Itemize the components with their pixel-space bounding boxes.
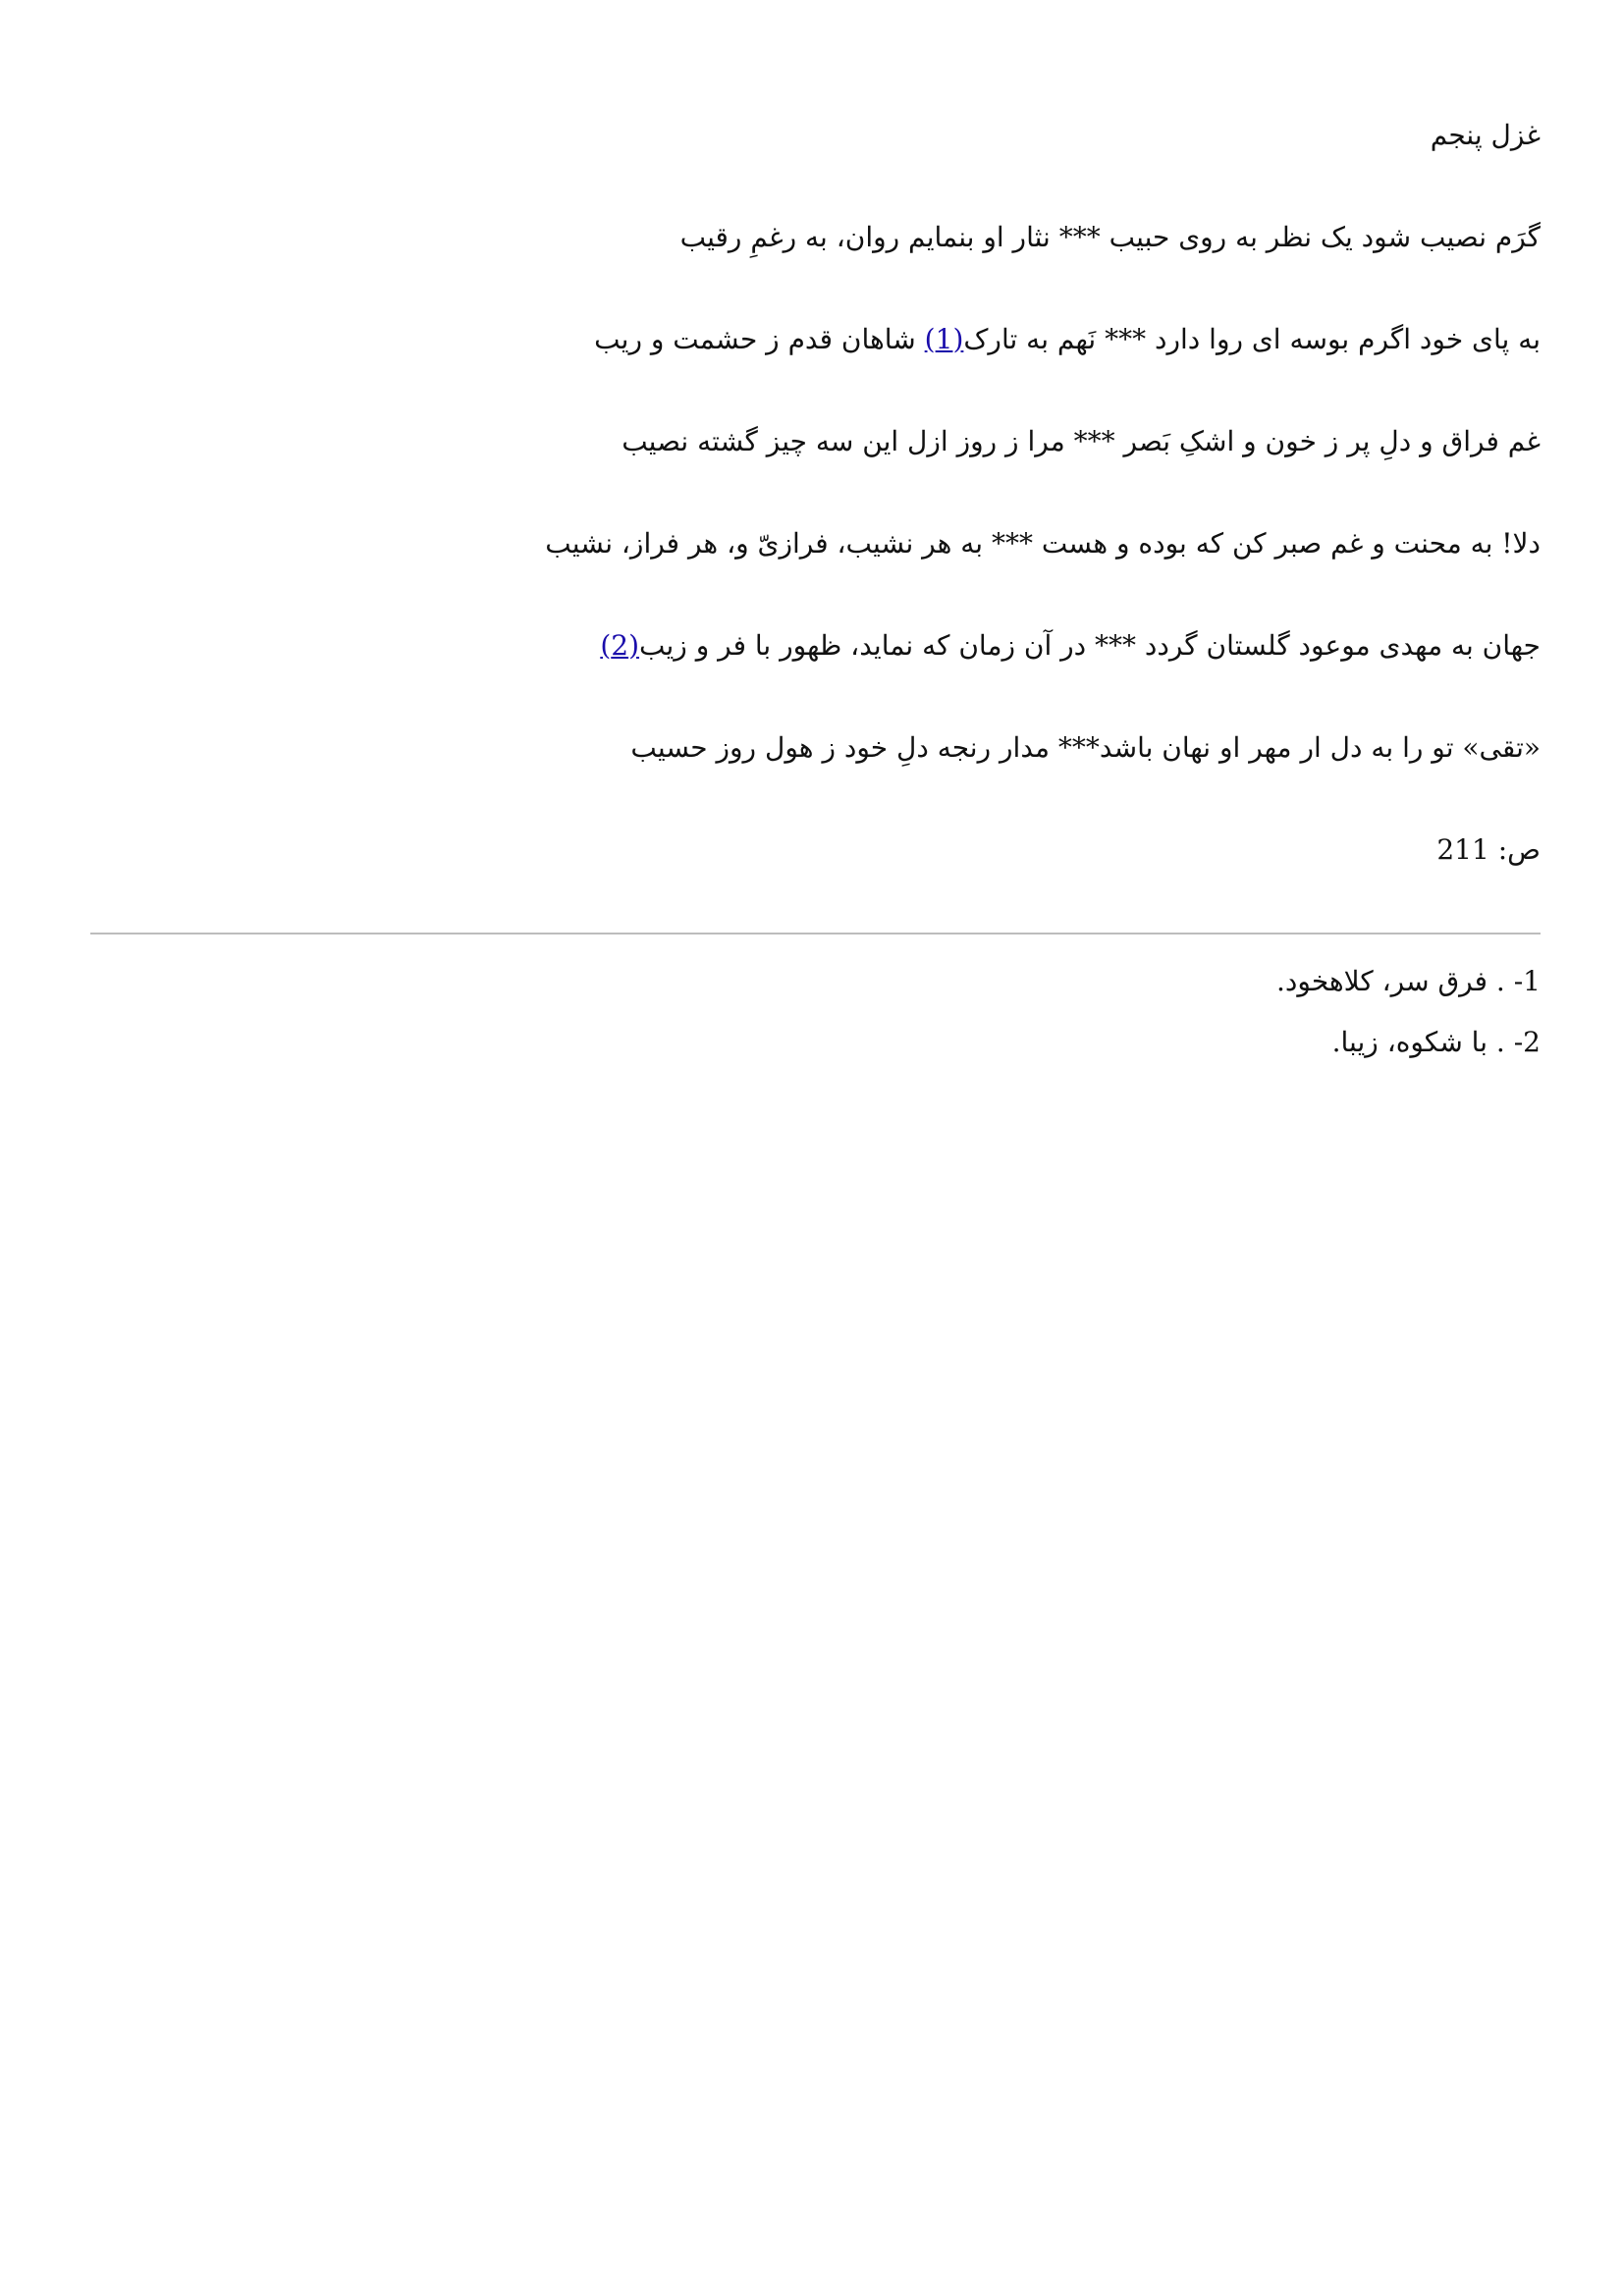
- verse-3: [90, 422, 1541, 461]
- verse-6: [90, 728, 1541, 768]
- verse-5: [90, 626, 1541, 666]
- verse-text: غم فراق و دلِ پر ز خون و اشکِ بَصر *** مرا ز روز ازل این سه چیز گشته نصیب: [622, 425, 1541, 457]
- poem-body: [90, 116, 1541, 933]
- verse-1: [90, 218, 1541, 257]
- verse-text: «تقی» تو را به دل ار مهر او نهان باشد*** مدار رنجه دلِ خود ز هول روز حسیب: [630, 731, 1541, 764]
- footnote-text: - . با شکوه، زیبا.: [1331, 1026, 1524, 1058]
- footnote-1: [90, 962, 1541, 1001]
- footnote-number: 2: [1523, 1026, 1541, 1058]
- footnote-link-2[interactable]: (2): [600, 629, 640, 662]
- footnote-link-1[interactable]: (1): [924, 323, 964, 355]
- footnote-divider: [90, 933, 1541, 934]
- document-page: [90, 0, 1541, 2296]
- verse-text: جهان به مهدی موعود گلستان گردد *** در آن زمان که نماید، ظهور با فر و زیب: [639, 629, 1541, 662]
- verse-text: به پای خود اگرم بوسه ای روا دارد *** نَهم به تارک: [963, 323, 1541, 355]
- verse-text: دلا! به محنت و غم صبر کن که بوده و هست *** به هر نشیب، فرازیّ و، هر فراز، نشیب: [545, 527, 1541, 560]
- verse-text: گرَم نصیب شود یک نظر به روی حبیب *** نثار او بنمایم روان، به رغمِ رقیب: [679, 221, 1541, 253]
- footnote-number: 1: [1523, 965, 1541, 997]
- verse-2: [90, 320, 1541, 359]
- page-number: ص: 211: [1436, 833, 1541, 866]
- footnote-2: [90, 1023, 1541, 1062]
- verse-text-after: شاهان قدم ز حشمت و ریب: [594, 323, 925, 355]
- poem-title: غزل پنجم: [1430, 119, 1541, 151]
- footnote-text: - . فرق سر، کلاهخود.: [1275, 965, 1524, 997]
- footnotes: [90, 962, 1541, 1084]
- verse-4: [90, 524, 1541, 563]
